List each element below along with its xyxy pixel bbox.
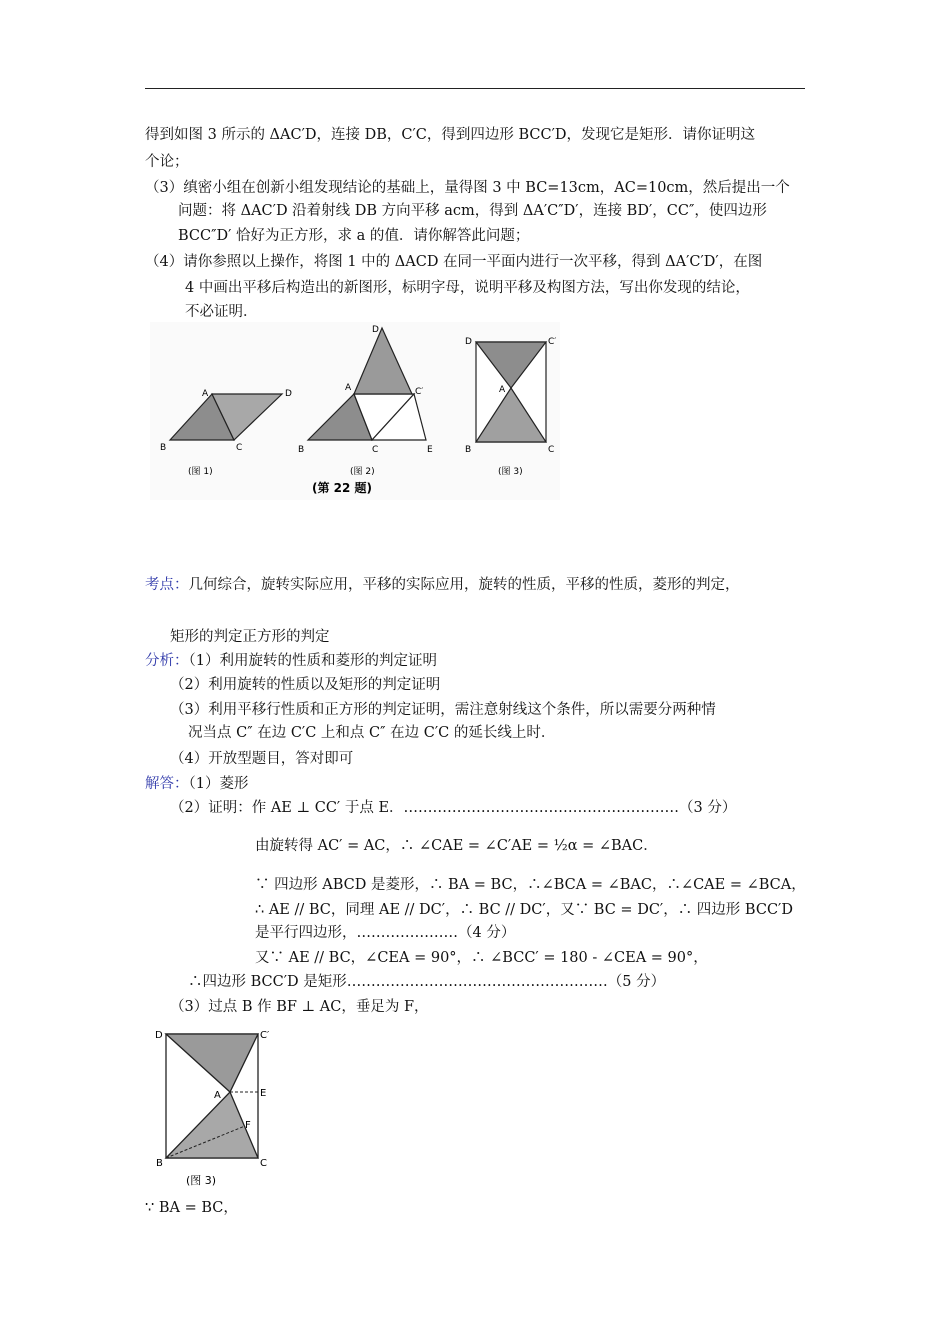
- sol-label-F: F: [245, 1120, 251, 1131]
- jieda-line-1: [145, 774, 248, 794]
- fig3-label-Cp: C′: [548, 337, 557, 347]
- problem-line-6: （4）请你参照以上操作，将图 1 中的 ΔACD 在同一平面内进行一次平移，得到 ΔA′C′D′，在图: [145, 254, 763, 270]
- fenxi-item-3-cont: 况当点 C″ 在边 C′C 上和点 C″ 在边 C′C 的延长线上时．: [188, 725, 556, 741]
- sol-label-D: D: [155, 1030, 163, 1041]
- fig3-caption: (图 3): [498, 467, 523, 477]
- fenxi-item-4: （4）开放型题目，答对即可: [170, 751, 354, 767]
- jieda-parallel: ∴ AE // BC，同理 AE // DC′，∴ BC // DC′，又∵ BC = DC′，∴ 四边形 BCC′D: [255, 902, 793, 918]
- problem-caption: (第 22 题): [312, 481, 373, 495]
- fig2-label-B: B: [298, 445, 305, 455]
- problem-line-3: （3）缜密小组在创新小组发现结论的基础上，量得图 3 中 BC=13cm，AC=10cm，然后提出一个: [145, 180, 790, 196]
- fig2-label-D: D: [372, 325, 379, 335]
- sol-label-B: B: [156, 1158, 163, 1169]
- kaodian-continued: 矩形的判定正方形的判定: [170, 629, 330, 645]
- problem-figures: [150, 322, 560, 500]
- fig3-label-D: D: [465, 337, 472, 347]
- fig2-label-Cp: C′: [415, 387, 424, 397]
- fenxi-line-1: [145, 651, 437, 671]
- fig1-caption: (图 1): [188, 467, 213, 477]
- problem-line-1: 得到如图 3 所示的 ΔAC′D，连接 DB，C′C，得到四边形 BCC′D，发现它是矩形．请你证明这: [145, 127, 756, 143]
- jieda-rectangle: ∴四边形 BCC′D 是矩形………………………………………………（5 分）: [188, 974, 666, 990]
- sol-label-C: C: [260, 1158, 267, 1169]
- jieda-rotation: 由旋转得 AC′ = AC，∴ ∠CAE = ∠C′AE = ½α = ∠BAC．: [255, 838, 658, 854]
- jieda-label: 解答：: [145, 776, 189, 792]
- header-rule: [145, 88, 805, 89]
- kaodian-line: [145, 575, 740, 595]
- problem-line-8: 不必证明．: [185, 304, 258, 320]
- fenxi-item-3: （3）利用平移行性质和正方形的判定证明，需注意射线这个条件，所以需要分两种情: [170, 702, 716, 718]
- fenxi-item-2: （2）利用旋转的性质以及矩形的判定证明: [170, 677, 441, 693]
- jieda-rhombus: ∵ 四边形 ABCD 是菱形，∴ BA = BC，∴∠BCA = ∠BAC，∴∠CAE = ∠BCA，: [255, 877, 806, 893]
- sol-caption: (图 3): [186, 1174, 217, 1187]
- sol-label-A: A: [214, 1090, 221, 1101]
- problem-line-4: 问题：将 ΔAC′D 沿着射线 DB 方向平移 acm，得到 ΔA′C″D′，连接 BD′，CC″，使四边形: [178, 203, 767, 219]
- sol-label-Cp: C′: [260, 1030, 270, 1041]
- fig1-label-A: A: [202, 389, 209, 399]
- fig1-label-D: D: [285, 389, 292, 399]
- jieda-proof-start: （2）证明：作 AE ⊥ CC′ 于点 E．…………………………………………………（3 分）: [170, 800, 737, 816]
- fig1-label-C: C: [236, 443, 243, 453]
- fenxi-item-1: （1）利用旋转的性质和菱形的判定证明: [188, 653, 437, 669]
- figure-3: [476, 342, 546, 442]
- kaodian-text: 几何综合，旋转实际应用，平移的实际应用，旋转的性质，平移的性质，菱形的判定，: [188, 577, 740, 593]
- fig2-label-C: C: [372, 445, 379, 455]
- fig3-label-C: C: [548, 445, 555, 455]
- solution-figure-3: [148, 1022, 283, 1192]
- fig2-caption: (图 2): [350, 467, 375, 477]
- jieda-part3: （3）过点 B 作 BF ⊥ AC，垂足为 F，: [170, 999, 429, 1015]
- fig2-label-E: E: [427, 445, 433, 455]
- sol-label-E: E: [260, 1088, 267, 1099]
- fenxi-label: 分析：: [145, 653, 189, 669]
- fig3-label-B: B: [465, 445, 472, 455]
- problem-line-5: BCC″D′ 恰好为正方形，求 a 的值．请你解答此问题；: [178, 228, 530, 244]
- kaodian-label: 考点：: [145, 577, 189, 593]
- problem-line-2: 个论；: [145, 154, 189, 170]
- jieda-answer-1: （1）菱形: [188, 776, 249, 792]
- jieda-parallelogram: 是平行四边形，…………………（4 分）: [255, 925, 516, 941]
- fig2-label-A: A: [345, 383, 352, 393]
- fig1-label-B: B: [160, 443, 167, 453]
- problem-line-7: 4 中画出平移后构造出的新图形，标明字母，说明平移及构图方法，写出你发现的结论，: [185, 280, 750, 296]
- fig3-label-A: A: [499, 385, 506, 395]
- final-line: ∵ BA = BC，: [145, 1200, 238, 1216]
- jieda-angle: 又∵ AE // BC，∠CEA = 90°，∴ ∠BCC′ = 180 - ∠CEA = 90°，: [255, 950, 708, 966]
